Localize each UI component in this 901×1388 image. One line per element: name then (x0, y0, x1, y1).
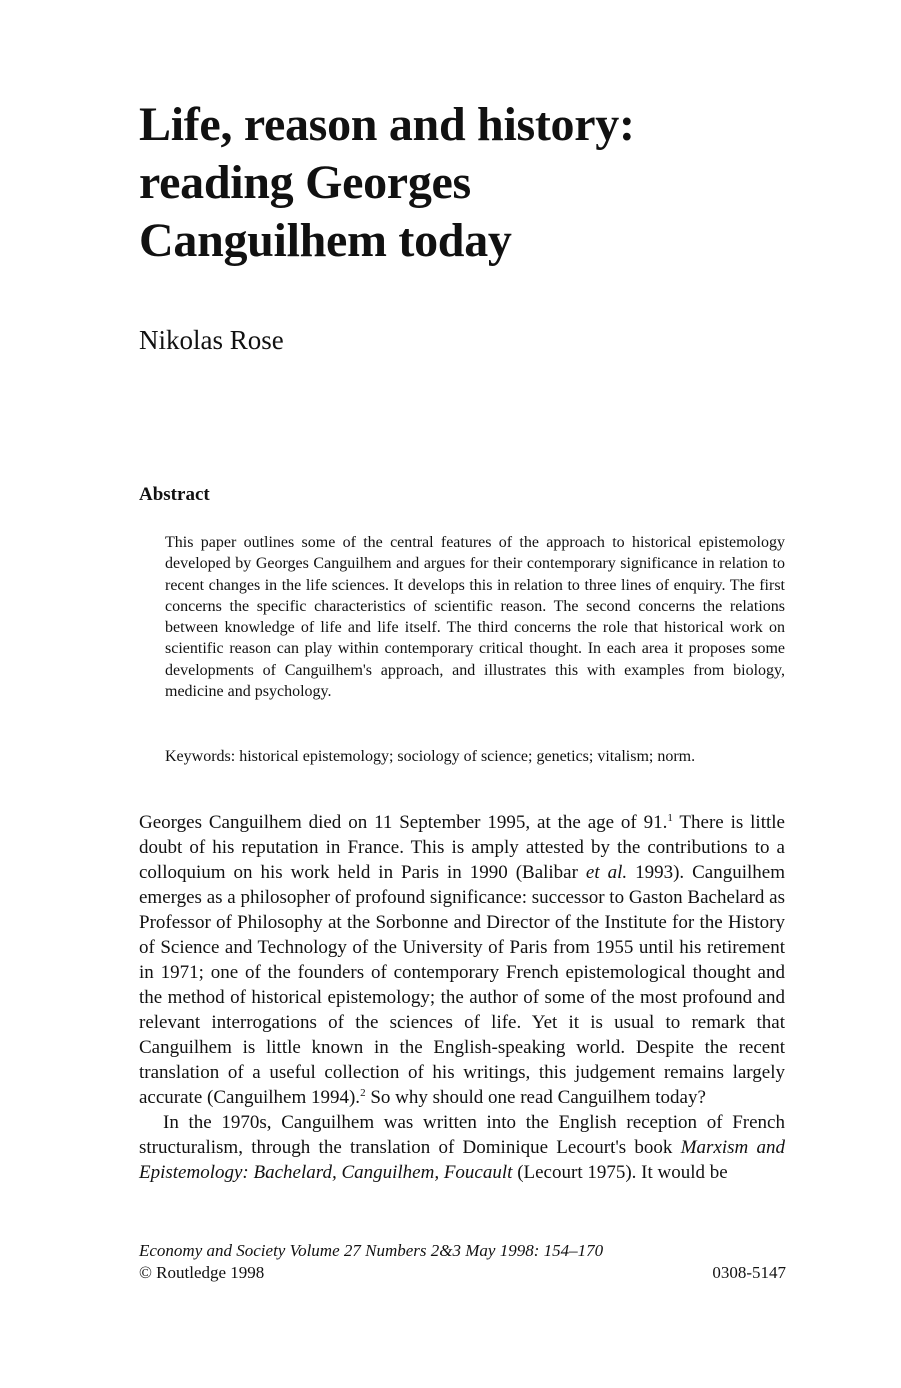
journal-citation: Economy and Society Volume 27 Numbers 2&3 May 1998: 154–170 (139, 1241, 604, 1260)
body-text (139, 810, 785, 1185)
book-title: Marxism and Epistemology: Bachelard, Canguilhem, Foucault (139, 1137, 785, 1183)
body-text-segment: 1993). Canguilhem emerges as a philosopher of profound significance: successor to Gaston Bachelard as Professor of Philosophy at the Sorbonne and Director of the Institute for the History of Science and Technology of the University of Paris from 1955 until his retirement in 1971; one of the founders of contemporary French epistemological thought and the method of historical epistemology; the author of some of the most profound and relevant interrogations of the sciences of life. Yet it is usual to remark that Canguilhem is little known in the English-speaking world. Despite the recent translation of a useful collection of his writings, this judgement remains largely accurate (Canguilhem 1994). (139, 862, 785, 1108)
title-line-3: Canguilhem today (139, 214, 512, 267)
page-footer (139, 1240, 786, 1284)
footnote-marker-1: 1 (667, 812, 673, 824)
body-text-segment: In the 1970s, Canguilhem was written into the English reception of French structuralism, through the translation of Dominique Lecourt's book (139, 1112, 785, 1158)
abstract-text: This paper outlines some of the central features of the approach to historical epistemology developed by Georges Canguilhem and argues for their contemporary significance in relation to recent changes in the life sciences. It develops this in relation to three lines of enquiry. The first concerns the specific characteristics of scientific reason. The second concerns the relations between knowledge of life and life itself. The third concerns the role that historical work on scientific reason can play within contemporary critical thought. In each area it proposes some developments of Canguilhem's approach, and illustrates this with examples from biology, medicine and psychology. (165, 534, 785, 701)
issn-number: 0308-5147 (712, 1263, 786, 1282)
body-text-segment: There is little doubt of his reputation in France. This is amply attested by the contributions to a colloquium on his work held in Paris in 1990 (Balibar (139, 812, 785, 883)
author-name: Nikolas Rose (139, 325, 284, 355)
copyright-notice: © Routledge 1998 (139, 1263, 265, 1282)
body-paragraph-1 (139, 810, 785, 1110)
title-line-1: Life, reason and history: (139, 98, 635, 151)
keywords: Keywords: historical epistemology; sociology of science; genetics; vitalism; norm. (165, 748, 696, 765)
copyright-row (139, 1262, 786, 1284)
body-paragraph-2 (139, 1110, 785, 1185)
citation-et-al: et al. (585, 862, 628, 883)
body-text-segment: So why should one read Canguilhem today? (365, 1087, 706, 1108)
footnote-marker-2: 2 (360, 1087, 366, 1099)
article-title (139, 96, 839, 270)
title-line-2: reading Georges (139, 156, 471, 209)
body-text-segment: (Lecourt 1975). It would be (512, 1162, 728, 1183)
body-text-segment: Georges Canguilhem died on 11 September 1995, at the age of 91. (139, 812, 668, 833)
abstract-heading: Abstract (139, 484, 210, 505)
